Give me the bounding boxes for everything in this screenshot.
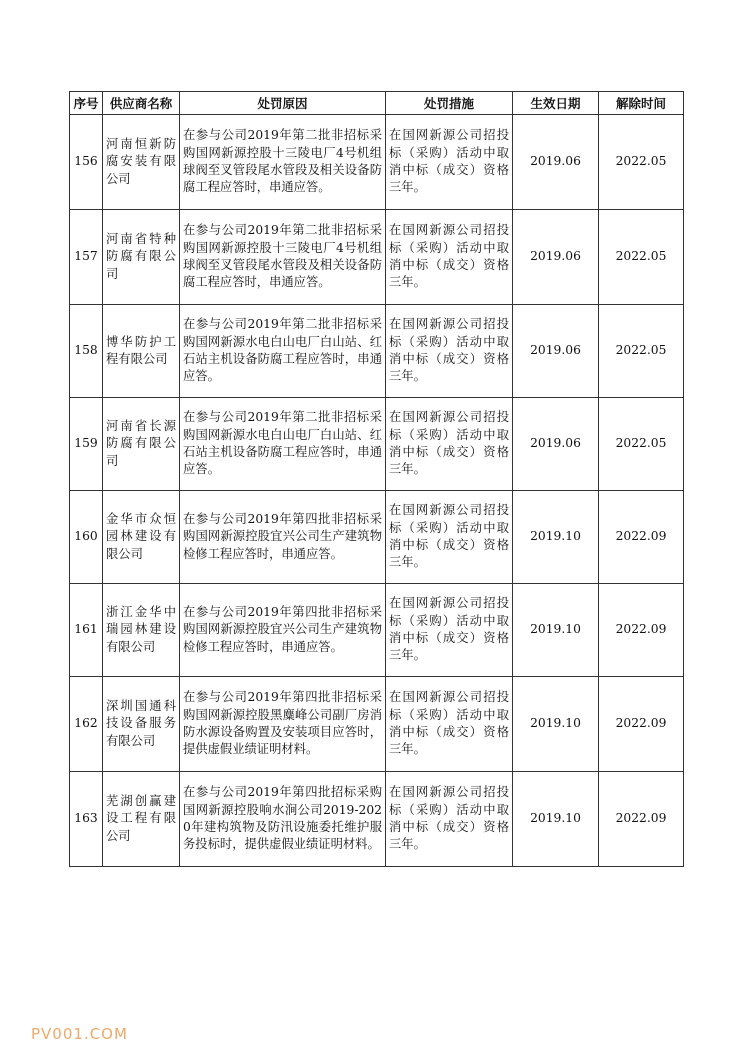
effective-date: 2019.06 (513, 305, 599, 398)
penalty-reason: 在参与公司2019年第二批非招标采购国网新源控股十三陵电厂4号机组球阀至叉管段尾水管段及相关设备防腐工程应答时，串通应答。 (180, 115, 386, 210)
table-row (70, 491, 684, 584)
supplier-name: 芜湖创赢建设工程有限公司 (103, 772, 180, 867)
row-index: 160 (70, 491, 103, 584)
table-row (70, 115, 684, 210)
supplier-name: 博华防护工程有限公司 (103, 305, 180, 398)
site-watermark: PV001.COM (31, 1025, 128, 1043)
supplier-name: 河南省特种防腐有限公司 (103, 210, 180, 305)
effective-date: 2019.06 (513, 210, 599, 305)
table-row (70, 210, 684, 305)
penalty-measure: 在国网新源公司招投标（采购）活动中取消中标（成交）资格三年。 (386, 491, 513, 584)
penalty-measure: 在国网新源公司招投标（采购）活动中取消中标（成交）资格三年。 (386, 772, 513, 867)
penalty-reason: 在参与公司2019年第二批非招标采购国网新源控股十三陵电厂4号机组球阀至叉管段尾水管段及相关设备防腐工程应答时，串通应答。 (180, 210, 386, 305)
effective-date: 2019.06 (513, 398, 599, 491)
penalty-measure: 在国网新源公司招投标（采购）活动中取消中标（成交）资格三年。 (386, 398, 513, 491)
table-row (70, 398, 684, 491)
effective-date: 2019.10 (513, 772, 599, 867)
penalty-measure: 在国网新源公司招投标（采购）活动中取消中标（成交）资格三年。 (386, 677, 513, 772)
release-date: 2022.09 (599, 677, 684, 772)
release-date: 2022.05 (599, 398, 684, 491)
penalty-reason: 在参与公司2019年第二批非招标采购国网新源水电白山电厂白山站、红石站主机设备防腐工程应答时，串通应答。 (180, 398, 386, 491)
header-index: 序号 (70, 92, 103, 115)
header-supplier: 供应商名称 (103, 92, 180, 115)
penalty-reason: 在参与公司2019年第四批非招标采购国网新源控股黑麋峰公司副厂房消防水源设备购置及安装项目应答时，提供虚假业绩证明材料。 (180, 677, 386, 772)
punishment-table (69, 91, 684, 867)
effective-date: 2019.10 (513, 677, 599, 772)
row-index: 156 (70, 115, 103, 210)
release-date: 2022.09 (599, 584, 684, 677)
table-row (70, 305, 684, 398)
penalty-measure: 在国网新源公司招投标（采购）活动中取消中标（成交）资格三年。 (386, 584, 513, 677)
penalty-measure: 在国网新源公司招投标（采购）活动中取消中标（成交）资格三年。 (386, 305, 513, 398)
row-index: 159 (70, 398, 103, 491)
table-row (70, 677, 684, 772)
row-index: 163 (70, 772, 103, 867)
row-index: 162 (70, 677, 103, 772)
penalty-measure: 在国网新源公司招投标（采购）活动中取消中标（成交）资格三年。 (386, 210, 513, 305)
release-date: 2022.09 (599, 772, 684, 867)
row-index: 161 (70, 584, 103, 677)
release-date: 2022.05 (599, 305, 684, 398)
penalty-reason: 在参与公司2019年第四批非招标采购国网新源控股宜兴公司生产建筑物检修工程应答时，串通应答。 (180, 584, 386, 677)
supplier-name: 深圳国通科技设备服务有限公司 (103, 677, 180, 772)
header-effective-date: 生效日期 (513, 92, 599, 115)
header-reason: 处罚原因 (180, 92, 386, 115)
row-index: 158 (70, 305, 103, 398)
header-measure: 处罚措施 (386, 92, 513, 115)
penalty-reason: 在参与公司2019年第二批非招标采购国网新源水电白山电厂白山站、红石站主机设备防腐工程应答时，串通应答。 (180, 305, 386, 398)
table-row (70, 584, 684, 677)
penalty-reason: 在参与公司2019年第四批招标采购国网新源控股响水涧公司2019-2020年建构筑物及防汛设施委托维护服务投标时，提供虚假业绩证明材料。 (180, 772, 386, 867)
effective-date: 2019.06 (513, 115, 599, 210)
release-date: 2022.05 (599, 210, 684, 305)
supplier-name: 金华市众恒园林建设有限公司 (103, 491, 180, 584)
table-header-row (70, 92, 684, 115)
supplier-name: 浙江金华中瑞园林建设有限公司 (103, 584, 180, 677)
table-row (70, 772, 684, 867)
effective-date: 2019.10 (513, 584, 599, 677)
effective-date: 2019.10 (513, 491, 599, 584)
supplier-name: 河南省长源防腐有限公司 (103, 398, 180, 491)
row-index: 157 (70, 210, 103, 305)
release-date: 2022.09 (599, 491, 684, 584)
release-date: 2022.05 (599, 115, 684, 210)
penalty-measure: 在国网新源公司招投标（采购）活动中取消中标（成交）资格三年。 (386, 115, 513, 210)
header-release-date: 解除时间 (599, 92, 684, 115)
penalty-reason: 在参与公司2019年第四批非招标采购国网新源控股宜兴公司生产建筑物检修工程应答时，串通应答。 (180, 491, 386, 584)
supplier-name: 河南恒新防腐安装有限公司 (103, 115, 180, 210)
